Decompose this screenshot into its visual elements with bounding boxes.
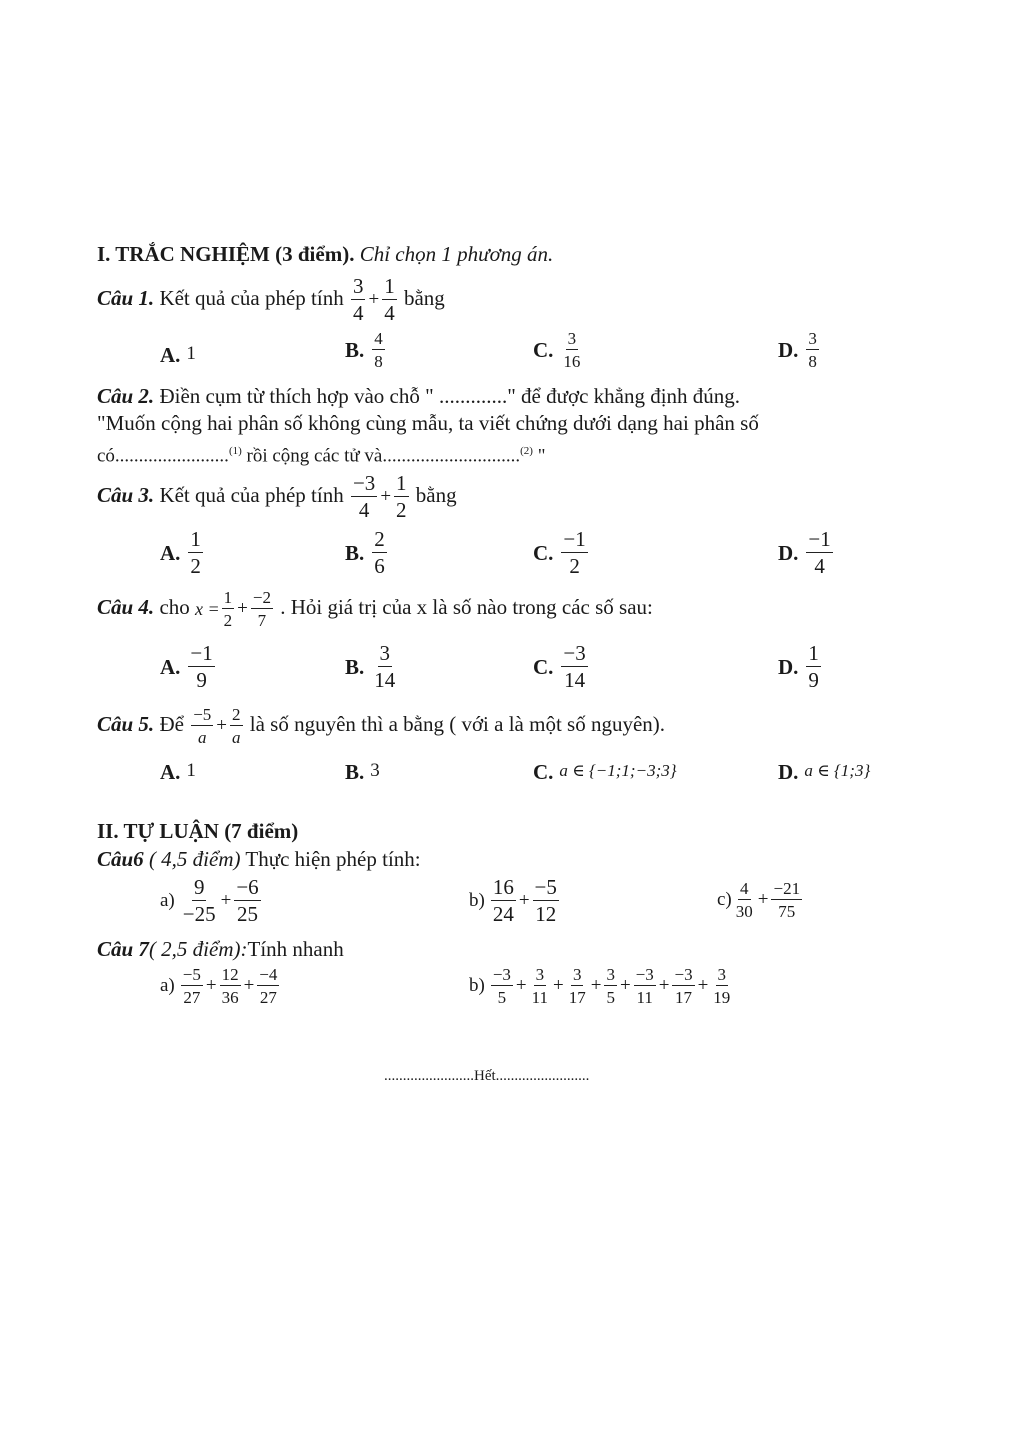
question-4-label: Câu 4.	[97, 594, 155, 619]
fraction: $\frac{3}{17}$	[568, 965, 586, 1007]
section2-title: II. TỰ LUẬN (7 điểm)	[97, 819, 299, 843]
plus-sign: +	[205, 975, 217, 996]
fraction: $\frac{-4}{27}$	[259, 965, 278, 1007]
question-2-label: Câu 2.	[97, 384, 155, 408]
question-3: Câu 3. Kết quả của phép tính $\frac{-3}{4}$ + $\frac{1}{2}$ bằng	[97, 471, 457, 522]
question-5-label: Câu 5.	[97, 711, 155, 736]
question-4: Câu 4. cho x = $\frac{1}{2}$ + $\frac{-2}{7}$ . Hỏi giá trị của x là số nào trong các số sau:	[97, 588, 653, 630]
q5-option-c: C. a ∈ {−1;1;−3;3}	[533, 760, 677, 784]
q6-part-c: c) $\frac{4}{30}$ + $\frac{-21}{75}$	[717, 879, 801, 921]
plus-sign: +	[590, 975, 602, 996]
fraction: $\frac{3}{19}$	[713, 965, 731, 1007]
end-marker: ........................Hết.........................	[384, 1068, 590, 1084]
question-4-text: cho	[159, 594, 190, 619]
plus-sign: +	[658, 975, 670, 996]
fraction: $\frac{3}{5}$	[606, 965, 615, 1007]
q1-option-c: C. $\frac{3}{16}$	[533, 329, 581, 371]
plus-sign: +	[553, 975, 564, 996]
question-1-text: Kết quả của phép tính	[159, 285, 344, 310]
section1-subtitle: Chỉ chọn 1 phương án.	[359, 242, 554, 266]
q6-part-a: a) $\frac{9}{-25}$ + $\frac{-6}{25}$	[160, 875, 259, 926]
q5-option-a: A. 1	[160, 760, 196, 784]
q3-option-b: B. $\frac{2}{6}$	[345, 527, 385, 578]
q5-option-b: B. 3	[345, 760, 380, 784]
fraction: $\frac{3}{4}$	[352, 274, 364, 325]
q6-part-b: b) $\frac{16}{24}$ + $\frac{-5}{12}$	[469, 875, 557, 926]
fraction: $\frac{-3}{5}$	[492, 965, 511, 1007]
q7-part-b: b) $\frac{-3}{5}$ + $\frac{3}{11}$ + $\frac{3}{17}$ + $\frac{3}{5}$ + $\frac{-3}{11}$ + $\frac{-3}{17}$ + $\frac{3}{19}$	[469, 966, 734, 1006]
fraction: $\frac{-3}{11}$	[635, 965, 654, 1007]
section1-heading	[97, 241, 553, 267]
question-7: Câu 7( 2,5 điểm):Tính nhanh	[97, 937, 344, 961]
q3-option-c: C. $\frac{-1}{2}$	[533, 527, 586, 578]
q4-option-d: D. $\frac{1}{9}$	[778, 641, 819, 692]
q4-option-a: A. $\frac{-1}{9}$	[160, 641, 213, 692]
plus-sign: +	[619, 975, 631, 996]
plus-sign: +	[515, 975, 527, 996]
question-5: Câu 5. Để $\frac{-5}{a}$ + $\frac{2}{a}$ là số nguyên thì a bằng ( với a là một số nguyên).	[97, 705, 666, 747]
question-5-after: là số nguyên thì a bằng ( với a là một số nguyên).	[249, 711, 666, 736]
fraction: $\frac{3}{11}$	[531, 965, 549, 1007]
q7-part-a: a) $\frac{-5}{27}$ + $\frac{12}{36}$ + $\frac{-4}{27}$	[160, 966, 281, 1006]
question-2	[97, 383, 740, 409]
q4-option-c: C. $\frac{-3}{14}$	[533, 641, 586, 692]
question-4-after: . Hỏi giá trị của x là số nào trong các số sau:	[280, 594, 653, 619]
fraction: $\frac{-5}{27}$	[182, 965, 201, 1007]
q1-option-a: A. 1	[160, 343, 196, 367]
section1-title: I. TRẮC NGHIỆM (3 điểm).	[97, 242, 355, 266]
q4-option-b: B. $\frac{3}{14}$	[345, 641, 396, 692]
plus-sign: +	[243, 975, 255, 996]
question-2-text: Điền cụm từ thích hợp vào chỗ " ............." để được khẳng định đúng.	[159, 384, 741, 408]
question-3-text: Kết quả của phép tính	[159, 482, 344, 507]
question-1-after: bằng	[403, 285, 445, 310]
question-1: Câu 1. Kết quả của phép tính $\frac{3}{4}$ + $\frac{1}{4}$ bằng	[97, 274, 445, 325]
q1-option-b: B. $\frac{4}{8}$	[345, 329, 383, 371]
fraction: $\frac{-3}{17}$	[674, 965, 693, 1007]
q1-option-d: D. $\frac{3}{8}$	[778, 329, 817, 371]
plus-sign: +	[697, 975, 709, 996]
question-1-label: Câu 1.	[97, 285, 155, 310]
fraction: $\frac{12}{36}$	[221, 965, 239, 1007]
fraction: $\frac{1}{4}$	[384, 274, 395, 325]
q3-option-d: D. $\frac{-1}{4}$	[778, 527, 831, 578]
question-5-text: Để	[159, 711, 184, 736]
q3-option-a: A. $\frac{1}{2}$	[160, 527, 201, 578]
question-6: Câu6 ( 4,5 điểm) Thực hiện phép tính:	[97, 847, 421, 871]
question-3-label: Câu 3.	[97, 482, 155, 507]
question-2-line3: có........................$^{(1)}$ rồi cộng các tử và.............................$^{(2)}$ "	[97, 445, 546, 467]
question-3-after: bằng	[415, 482, 457, 507]
q5-option-d: D. a ∈ {1;3}	[778, 760, 871, 784]
question-2-line2: "Muốn cộng hai phân số không cùng mẫu, ta viết chứng dưới dạng hai phân số	[97, 411, 759, 435]
